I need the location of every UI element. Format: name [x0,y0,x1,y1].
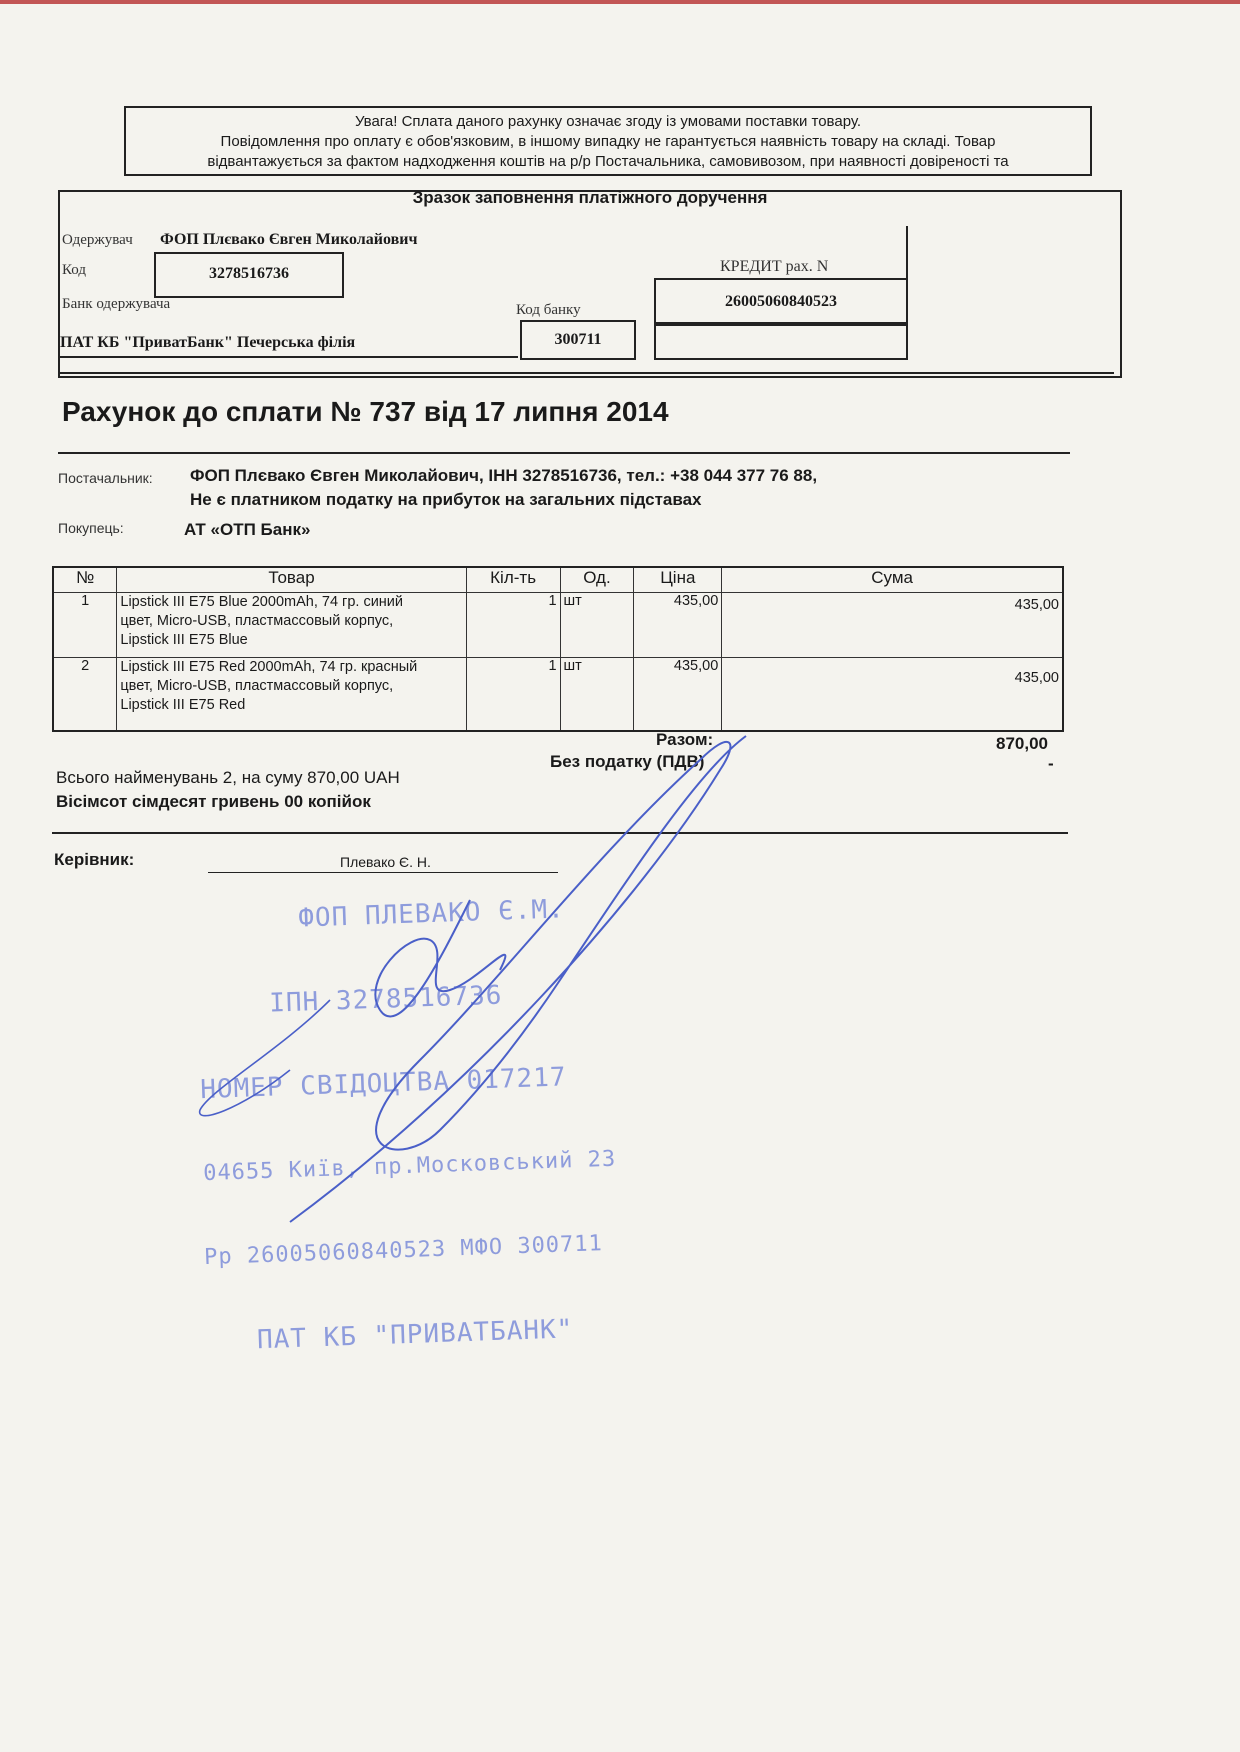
header-num: № [53,567,117,593]
row-product-line: Lipstick III E75 Red [120,697,246,713]
header-unit: Од. [560,567,634,593]
row-qty: 1 [466,658,560,732]
supplier-label: Постачальник: [58,470,153,486]
row-product-line: Lipstick III E75 Red 2000mAh, 74 гр. красный [120,659,418,675]
head-label: Керівник: [54,850,135,869]
items-count-line: Всього найменувань 2, на суму 870,00 UAH [56,768,400,787]
header-product: Товар [117,567,466,593]
row-sum: 435,00 [722,593,1063,658]
vat-value: - [1048,754,1054,773]
stamp-line-5: Рр 26005060840523 МФО 300711 [203,1231,604,1271]
header-qty: Кіл-ть [466,567,560,593]
header-sum: Сума [722,567,1063,593]
notice-line-2: Повідомлення про оплату є обов'язковим, в іншому випадку не гарантується наявність товару на складі. Товар [220,133,996,150]
row-sum: 435,00 [722,658,1063,732]
notice-line-1: Увага! Сплата даного рахунку означає згоду із умовами поставки товару. [354,113,862,130]
payment-sample-title: Зразок заповнення платіжного доручення [412,188,768,207]
buyer-label: Покупець: [58,520,124,536]
stamp-line-3: НОМЕР СВІДОЦТВА 017217 [199,1062,567,1106]
row-product-line: Lipstick III E75 Blue [120,632,248,648]
row-num: 1 [53,593,117,658]
code-value-box: 3278516736 [154,252,344,298]
supplier-line-1: ФОП Плєвако Євген Миколайович, ІНН 3278516736, тел.: +38 044 377 76 88, [190,466,818,485]
row-product-line: цвет, Micro-USB, пластмассовый корпус, [120,613,394,629]
stamp-line-2: ІПН 3278516736 [268,980,503,1019]
recipient-value: ФОП Плєвако Євген Миколайович [160,231,418,248]
credit-label: КРЕДИТ рах. N [720,258,829,275]
invoice-title: Рахунок до сплати № 737 від 17 липня 2014 [62,396,669,427]
stamp-line-1: ФОП ПЛЕВАКО Є.М. [297,894,566,934]
bank-value: ПАТ КБ "ПриватБанк" Печерська філія [60,334,356,351]
row-unit: шт [560,593,634,658]
row-price: 435,00 [634,593,722,658]
total-value: 870,00 [996,734,1048,753]
row-product-line: цвет, Micro-USB, пластмассовый корпус, [120,678,394,694]
stamp-line-4: 04655 Київ, пр.Московський 23 [202,1146,617,1187]
buyer-value: АТ «ОТП Банк» [184,520,311,539]
bank-code-label: Код банку [516,302,581,318]
stamp-line-6: ПАТ КБ "ПРИВАТБАНК" [256,1314,574,1356]
recipient-label: Одержувач [62,232,133,248]
head-name: Плевако Є. Н. [340,854,431,870]
notice-line-3: відвантажується за фактом надходження коштів на р/р Постачальника, самовивозом, при наявності довіреності та [207,153,1009,170]
header-price: Ціна [634,567,722,593]
row-num: 2 [53,658,117,732]
code-label: Код [62,262,86,278]
amount-in-words: Вісімсот сімдесят гривень 00 копійок [56,792,371,811]
total-label: Разом: [656,730,714,749]
row-qty: 1 [466,593,560,658]
bank-label: Банк одержувача [62,296,171,312]
vat-label: Без податку (ПДВ) [550,752,705,771]
row-product-line: Lipstick III E75 Blue 2000mAh, 74 гр. синий [120,594,403,610]
supplier-line-2: Не є платником податку на прибуток на загальних підставах [190,490,702,509]
row-price: 435,00 [634,658,722,732]
row-unit: шт [560,658,634,732]
bank-code-value-box: 300711 [520,320,636,360]
account-value-box: 26005060840523 [654,278,908,326]
